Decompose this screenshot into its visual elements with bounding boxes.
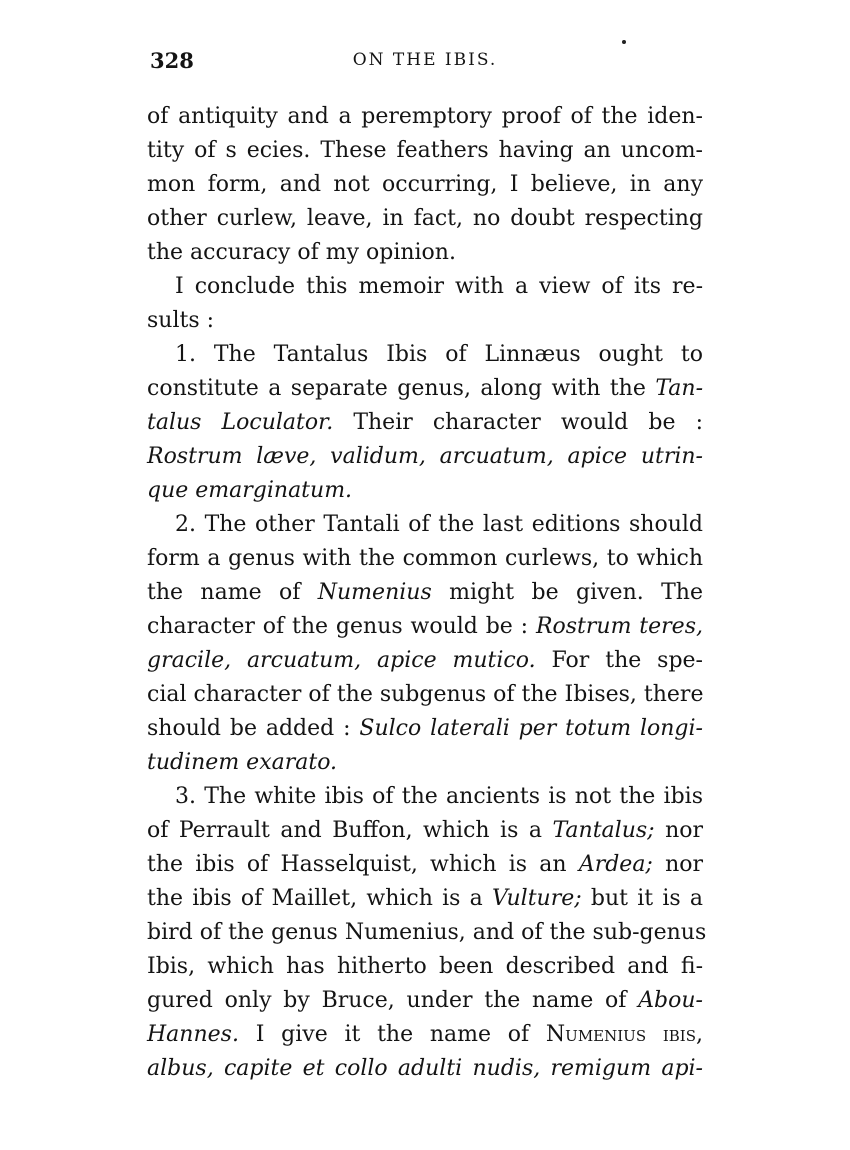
italic-text: que emarginatum. [147,478,353,503]
text-span: the name of [147,580,301,605]
italic-text: Rostrum læve, validum, arcuatum, apice utrin- [147,444,703,469]
text-line [147,372,703,406]
text-line [147,984,703,1018]
text-line [147,1018,703,1052]
body-text [147,100,707,1086]
text-span: should be added : [147,716,351,741]
text-line [147,712,703,746]
text-line [147,848,703,882]
text-line: tity of s ecies. These feathers having an uncom- [147,138,703,163]
italic-text: tudinem exarato. [147,750,338,775]
text-line [147,882,703,916]
text-line [147,406,703,440]
text-span: constitute a separate genus, along with the [147,376,646,401]
ink-speck [622,40,626,44]
text-line: bird of the genus Numenius, and of the sub-genus [147,920,707,945]
text-line [147,644,703,678]
text-span: nor [665,818,703,843]
italic-text: albus, capite et collo adulti nudis, remigum api- [147,1056,703,1081]
text-line: mon form, and not occurring, I believe, in any [147,172,703,197]
text-span: but it is a [590,886,703,911]
text-line [147,746,703,780]
text-line: form a genus with the common curlews, to which [147,546,703,571]
text-span: of Perrault and Buffon, which is a [147,818,542,843]
text-span: nor [665,852,704,877]
italic-text: Numenius [317,580,432,605]
text-span: gured only by Bruce, under the name of [147,988,627,1013]
italic-text: Rostrum teres, [535,614,703,639]
running-title: ON THE IBIS. [352,50,498,70]
text-span: might be given. The [449,580,703,605]
text-span: the ibis of Maillet, which is a [147,886,483,911]
italic-text: Vulture; [492,886,582,911]
text-line: the accuracy of my opinion. [147,240,456,265]
text-span: For the spe- [551,648,703,673]
text-line [147,814,703,848]
italic-text: Tan- [655,376,703,401]
text-line: sults : [147,308,215,333]
text-span: character of the genus would be : [147,614,529,639]
text-line: I conclude this memoir with a view of its re- [175,274,703,299]
text-line: cial character of the subgenus of the Ibises, there [147,682,704,707]
italic-text: Tantalus; [552,818,655,843]
text-line [147,1052,703,1086]
text-line [147,576,703,610]
text-line: 3. The white ibis of the ancients is not the ibis [175,784,703,809]
italic-text: Sulco laterali per totum longi- [359,716,703,741]
text-line: 1. The Tantalus Ibis of Linnæus ought to [175,342,703,367]
page-number: 328 [150,48,194,73]
small-caps-text: Numenius ibis, [545,1022,703,1047]
italic-text: gracile, arcuatum, apice mutico. [147,648,536,673]
italic-text: talus Loculator. [147,410,334,435]
text-line [147,610,703,644]
text-span: Their character would be : [353,410,703,435]
italic-text: Ardea; [578,852,653,877]
text-line: 2. The other Tantali of the last editions should [175,512,703,537]
text-line [147,474,703,508]
text-line: of antiquity and a peremptory proof of the iden- [147,104,703,129]
italic-text: Abou- [638,988,703,1013]
italic-text: Hannes. [147,1022,239,1047]
text-span: the ibis of Hasselquist, which is an [147,852,567,877]
text-line: other curlew, leave, in fact, no doubt respecting [147,206,703,231]
text-line: Ibis, which has hitherto been described and fi- [147,954,703,979]
text-line [147,440,703,474]
text-span: I give it the name of [255,1022,530,1047]
